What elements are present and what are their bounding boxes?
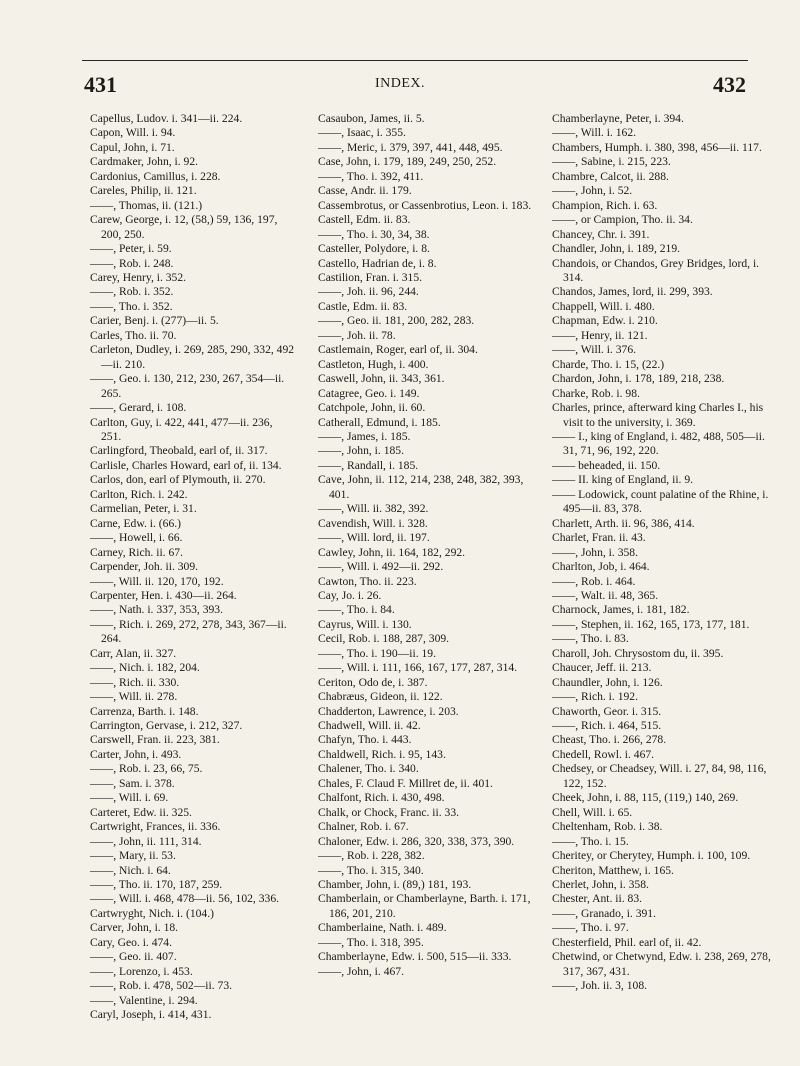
- index-entry: Carlingford, Theobald, earl of, ii. 317.: [90, 444, 268, 458]
- index-entry: Castilion, Fran. i. 315.: [318, 270, 423, 284]
- index-entry: ——, Tho. i. 392, 411.: [318, 169, 424, 183]
- index-entry: Carlton, Guy, i. 422, 441, 477—ii. 236, 251.: [90, 415, 273, 443]
- index-entry: ——, Will. i. 111, 166, 167, 177, 287, 314.: [318, 661, 518, 675]
- index-entry: Chesterfield, Phil. earl of, ii. 42.: [552, 935, 702, 949]
- index-entry: ——, Tho. i. 30, 34, 38.: [318, 227, 430, 241]
- index-entry: Chales, F. Claud F. Millret de, ii. 401.: [318, 776, 493, 790]
- index-entry: ——, Tho. i. 97.: [552, 921, 629, 935]
- index-entry: Charles, prince, afterward king Charles I., his visit to the university, i. 369.: [552, 401, 764, 429]
- index-entry: ——, Walt. ii. 48, 365.: [552, 588, 659, 602]
- index-entry: Chancey, Chr. i. 391.: [552, 227, 650, 241]
- index-entry: Cayrus, Will. i. 130.: [318, 617, 412, 631]
- index-entry: Cardmaker, John, i. 92.: [90, 155, 199, 169]
- index-entry: Chardon, John, i. 178, 189, 218, 238.: [552, 372, 725, 386]
- index-entry: Chamberlain, or Chamberlayne, Barth. i. 171, 186, 201, 210.: [318, 892, 531, 920]
- index-entry: Chalfont, Rich. i. 430, 498.: [318, 791, 445, 805]
- index-entry: ——, John, i. 358.: [552, 545, 638, 559]
- index-entry: ——, James, i. 185.: [318, 429, 411, 443]
- index-entry: ——, Stephen, ii. 162, 165, 173, 177, 181.: [552, 617, 750, 631]
- index-entry: ——, John, i. 467.: [318, 964, 404, 978]
- index-entry: ——, Mary, ii. 53.: [90, 849, 176, 863]
- index-entry: Cartwryght, Nich. i. (104.): [90, 906, 214, 920]
- index-entry: ——, Will. i. 468, 478—ii. 56, 102, 336.: [90, 892, 280, 906]
- index-entry: ——, Tho. i. 83.: [552, 632, 629, 646]
- index-entry: ——, Sam. i. 378.: [90, 776, 175, 790]
- index-entry: Chapman, Edw. i. 210.: [552, 314, 658, 328]
- index-entry: ——, or Campion, Tho. ii. 34.: [552, 213, 693, 227]
- index-entry: Carles, Tho. ii. 70.: [90, 328, 177, 342]
- index-entry: Chedsey, or Cheadsey, Will. i. 27, 84, 98, 116, 122, 152.: [552, 762, 767, 790]
- index-entry: ——, Peter, i. 59.: [90, 242, 172, 256]
- index-entry: Caswell, John, ii. 343, 361.: [318, 372, 445, 386]
- index-entry: ——, Tho. i. 84.: [318, 603, 395, 617]
- index-entry: ——, Will. i. 162.: [552, 126, 637, 140]
- index-entry: Carswell, Fran. ii. 223, 381.: [90, 733, 220, 747]
- index-entry: ——, Tho. i. 315, 340.: [318, 863, 424, 877]
- index-entry: Castleton, Hugh, i. 400.: [318, 357, 429, 371]
- index-entry: Carlisle, Charles Howard, earl of, ii. 134.: [90, 458, 282, 472]
- index-entry: Cheriton, Matthew, i. 165.: [552, 863, 674, 877]
- index-entry: ——, John, i. 52.: [552, 184, 633, 198]
- index-entry: Carey, Henry, i. 352.: [90, 270, 187, 284]
- index-entry: Castle, Edm. ii. 83.: [318, 299, 408, 313]
- index-entry: Chetwind, or Chetwynd, Edw. i. 238, 269, 278, 317, 367, 431.: [552, 950, 771, 978]
- index-entry: ——, John, i. 185.: [318, 444, 404, 458]
- index-entry: Carr, Alan, ii. 327.: [90, 646, 177, 660]
- index-entry: Carney, Rich. ii. 67.: [90, 545, 183, 559]
- index-entry: ——, Tho. i. 190—ii. 19.: [318, 646, 436, 660]
- index-entry: Charlett, Arth. ii. 96, 386, 414.: [552, 516, 695, 530]
- index-entry: Capul, John, i. 71.: [90, 140, 175, 154]
- index-entry: ——, Tho. i. 318, 395.: [318, 935, 424, 949]
- index-entry: Cave, John, ii. 112, 214, 238, 248, 382, 393, 401.: [318, 473, 524, 501]
- index-entry: Carne, Edw. i. (66.): [90, 516, 182, 530]
- index-entry: Chell, Will. i. 65.: [552, 805, 633, 819]
- index-entry: ——, Rich. i. 192.: [552, 690, 638, 704]
- index-entry: Chamber, John, i. (89,) 181, 193.: [318, 878, 472, 892]
- index-entry: Carver, John, i. 18.: [90, 921, 179, 935]
- index-entry: Catchpole, John, ii. 60.: [318, 401, 426, 415]
- index-entry: Ceriton, Odo de, i. 387.: [318, 675, 428, 689]
- index-entry: Carleton, Dudley, i. 269, 285, 290, 332, 492—ii. 210.: [90, 343, 295, 371]
- index-entry: Chaldwell, Rich. i. 95, 143.: [318, 747, 446, 761]
- index-entry: ——, Will. i. 69.: [90, 791, 169, 805]
- header-rule: [82, 60, 748, 61]
- index-entry: Carter, John, i. 493.: [90, 747, 182, 761]
- index-entry: Chabræus, Gideon, ii. 122.: [318, 690, 443, 704]
- index-entry: ——, Rich. ii. 330.: [90, 675, 180, 689]
- index-entry: ——, Will. ii. 382, 392.: [318, 502, 429, 516]
- index-entry: ——, Will. lord, ii. 197.: [318, 531, 430, 545]
- index-entry: Chalk, or Chock, Franc. ii. 33.: [318, 805, 460, 819]
- index-entry: ——, Rob. i. 352.: [90, 285, 174, 299]
- index-entry: Cheritey, or Cherytey, Humph. i. 100, 109.: [552, 849, 751, 863]
- index-entry: Cawley, John, ii. 164, 182, 292.: [318, 545, 466, 559]
- index-entry: Cassembrotus, or Cassenbrotius, Leon. i. 183.: [318, 198, 532, 212]
- index-entry: Cardonius, Camillus, i. 228.: [90, 169, 221, 183]
- index-entry: ——, Nich. i. 64.: [90, 863, 171, 877]
- index-entry: Cary, Geo. i. 474.: [90, 935, 172, 949]
- index-entry: ——, Gerard, i. 108.: [90, 401, 187, 415]
- index-entry: ——, Tho. ii. 170, 187, 259.: [90, 878, 223, 892]
- index-entry: Charoll, Joh. Chrysostom du, ii. 395.: [552, 646, 724, 660]
- index-entry: ——, Rob. i. 228, 382.: [318, 849, 425, 863]
- index-entry: ——, Will. ii. 120, 170, 192.: [90, 574, 224, 588]
- index-entry: ——, Rich. i. 269, 272, 278, 343, 367—ii. 264.: [90, 617, 287, 646]
- index-entry: Casaubon, James, ii. 5.: [318, 112, 425, 125]
- index-entry: Casse, Andr. ii. 179.: [318, 184, 412, 198]
- index-column-1: [90, 112, 295, 1023]
- index-entry: Cavendish, Will. i. 328.: [318, 516, 428, 530]
- index-entry: Case, John, i. 179, 189, 249, 250, 252.: [318, 155, 497, 169]
- index-entry: ——, Joh. ii. 3, 108.: [552, 979, 648, 993]
- index-entry: ——, Will. i. 492—ii. 292.: [318, 560, 444, 574]
- index-entry: Chamberlayne, Edw. i. 500, 515—ii. 333.: [318, 950, 512, 964]
- index-entry: Chafyn, Tho. i. 443.: [318, 733, 412, 747]
- index-entry: Charde, Tho. i. 15, (22.): [552, 357, 665, 371]
- index-entry: Charlton, Job, i. 464.: [552, 560, 650, 574]
- index-entry: ——, Rob. i. 248.: [90, 256, 174, 270]
- index-entry: Catherall, Edmund, i. 185.: [318, 415, 441, 429]
- index-entry: ——, Will. i. 376.: [552, 343, 637, 357]
- index-entry: Caryl, Joseph, i. 414, 431.: [90, 1008, 212, 1022]
- index-entry: —— I., king of England, i. 482, 488, 505—ii. 31, 71, 96, 192, 220.: [552, 429, 765, 458]
- index-column-3: [552, 112, 774, 994]
- index-entry: Cecil, Rob. i. 188, 287, 309.: [318, 632, 450, 646]
- index-entry: Chester, Ant. ii. 83.: [552, 892, 643, 906]
- index-entry: Cherlet, John, i. 358.: [552, 878, 649, 892]
- index-entry: Chandois, or Chandos, Grey Bridges, lord, i. 314.: [552, 256, 760, 284]
- index-entry: Chadwell, Will. ii. 42.: [318, 719, 421, 733]
- index-entry: Carrenza, Barth. i. 148.: [90, 704, 199, 718]
- index-entry: Castlemain, Roger, earl of, ii. 304.: [318, 343, 478, 357]
- index-entry: Cay, Jo. i. 26.: [318, 588, 382, 602]
- index-entry: Chaworth, Geor. i. 315.: [552, 704, 662, 718]
- index-entry: Chadderton, Lawrence, i. 203.: [318, 704, 459, 718]
- running-head: INDEX.: [374, 76, 426, 91]
- index-entry: Chamberlaine, Nath. i. 489.: [318, 921, 447, 935]
- index-entry: Carlos, don, earl of Plymouth, ii. 270.: [90, 473, 266, 487]
- index-entry: Castell, Edm. ii. 83.: [318, 213, 411, 227]
- index-entry: Carlton, Rich. i. 242.: [90, 487, 188, 501]
- index-entry: Chandler, John, i. 189, 219.: [552, 242, 681, 256]
- index-entry: Chaloner, Edw. i. 286, 320, 338, 373, 390.: [318, 834, 515, 848]
- index-entry: ——, Meric, i. 379, 397, 441, 448, 495.: [318, 140, 503, 154]
- index-entry: Carier, Benj. i. (277)—ii. 5.: [90, 314, 219, 328]
- index-entry: Chedell, Rowl. i. 467.: [552, 747, 655, 761]
- index-entry: ——, Joh. ii. 96, 244.: [318, 285, 419, 299]
- index-entry: ——, Rob. i. 23, 66, 75.: [90, 762, 203, 776]
- index-entry: Charnock, James, i. 181, 182.: [552, 603, 690, 617]
- index-entry: Cheek, John, i. 88, 115, (119,) 140, 269.: [552, 791, 739, 805]
- index-entry: ——, Howell, i. 66.: [90, 531, 183, 545]
- index-entry: ——, Thomas, ii. (121.): [90, 198, 203, 212]
- index-entry: Chamberlayne, Peter, i. 394.: [552, 112, 684, 125]
- index-entry: —— beheaded, ii. 150.: [552, 458, 661, 472]
- index-entry: Chalner, Rob. i. 67.: [318, 820, 409, 834]
- index-entry: Capellus, Ludov. i. 341—ii. 224.: [90, 112, 243, 125]
- index-entry: Carpenter, Hen. i. 430—ii. 264.: [90, 588, 237, 602]
- index-entry: Capon, Will. i. 94.: [90, 126, 176, 140]
- index-entry: Cheast, Tho. i. 266, 278.: [552, 733, 667, 747]
- left-page-number: 431: [84, 72, 117, 97]
- index-entry: ——, Isaac, i. 355.: [318, 126, 406, 140]
- index-entry: ——, Rich. i. 464, 515.: [552, 719, 662, 733]
- index-entry: Carteret, Edw. ii. 325.: [90, 805, 192, 819]
- index-entry: Carew, George, i. 12, (58,) 59, 136, 197, 200, 250.: [90, 213, 278, 241]
- index-entry: ——, Tho. i. 352.: [90, 299, 173, 313]
- index-entry: ——, Geo. i. 130, 212, 230, 267, 354—ii. 265.: [90, 372, 285, 400]
- index-entry: Catagree, Geo. i. 149.: [318, 386, 420, 400]
- index-entry: Castello, Hadrian de, i. 8.: [318, 256, 437, 270]
- index-entry: Casteller, Polydore, i. 8.: [318, 242, 430, 256]
- index-entry: Chappell, Will. i. 480.: [552, 299, 655, 313]
- index-entry: ——, Henry, ii. 121.: [552, 328, 648, 342]
- index-entry: ——, Will. ii. 278.: [90, 690, 178, 704]
- index-entry: Carmelian, Peter, i. 31.: [90, 502, 197, 516]
- index-entry: ——, Geo. ii. 407.: [90, 950, 177, 964]
- index-entry: Carpender, Joh. ii. 309.: [90, 560, 199, 574]
- index-entry: ——, Granado, i. 391.: [552, 906, 657, 920]
- index-entry: ——, Nath. i. 337, 353, 393.: [90, 603, 223, 617]
- index-column-2: [318, 112, 534, 979]
- index-entry: ——, Joh. ii. 78.: [318, 328, 396, 342]
- index-entry: Careles, Philip, ii. 121.: [90, 184, 197, 198]
- index-entry: Chalener, Tho. i. 340.: [318, 762, 419, 776]
- index-entry: Cheltenham, Rob. i. 38.: [552, 820, 663, 834]
- index-entry: ——, Tho. i. 15.: [552, 834, 629, 848]
- index-entry: ——, Lorenzo, i. 453.: [90, 964, 193, 978]
- index-entry: Cartwright, Frances, ii. 336.: [90, 820, 221, 834]
- index-entry: —— II. king of England, ii. 9.: [552, 473, 694, 487]
- index-entry: ——, Valentine, i. 294.: [90, 993, 198, 1007]
- index-entry: Carrington, Gervase, i. 212, 327.: [90, 719, 243, 733]
- index-entry: Chaundler, John, i. 126.: [552, 675, 663, 689]
- index-entry: ——, Nich. i. 182, 204.: [90, 661, 200, 675]
- right-page-number: 432: [713, 72, 746, 97]
- index-entry: ——, John, ii. 111, 314.: [90, 834, 202, 848]
- index-entry: ——, Sabine, i. 215, 223.: [552, 155, 671, 169]
- index-entry: Chambers, Humph. i. 380, 398, 456—ii. 117.: [552, 140, 762, 154]
- index-entry: Charlet, Fran. ii. 43.: [552, 531, 646, 545]
- index-entry: ——, Randall, i. 185.: [318, 458, 419, 472]
- index-entry: Chaucer, Jeff. ii. 213.: [552, 661, 652, 675]
- index-entry: Cawton, Tho. ii. 223.: [318, 574, 417, 588]
- index-entry: Chandos, James, lord, ii. 299, 393.: [552, 285, 713, 299]
- index-entry: —— Lodowick, count palatine of the Rhine, i. 495—ii. 83, 378.: [552, 487, 769, 516]
- index-entry: ——, Rob. i. 464.: [552, 574, 636, 588]
- index-entry: ——, Rob. i. 478, 502—ii. 73.: [90, 979, 233, 993]
- index-entry: Champion, Rich. i. 63.: [552, 198, 658, 212]
- index-entry: ——, Geo. ii. 181, 200, 282, 283.: [318, 314, 475, 328]
- index-entry: Chambre, Calcot, ii. 288.: [552, 169, 669, 183]
- index-entry: Charke, Rob. i. 98.: [552, 386, 640, 400]
